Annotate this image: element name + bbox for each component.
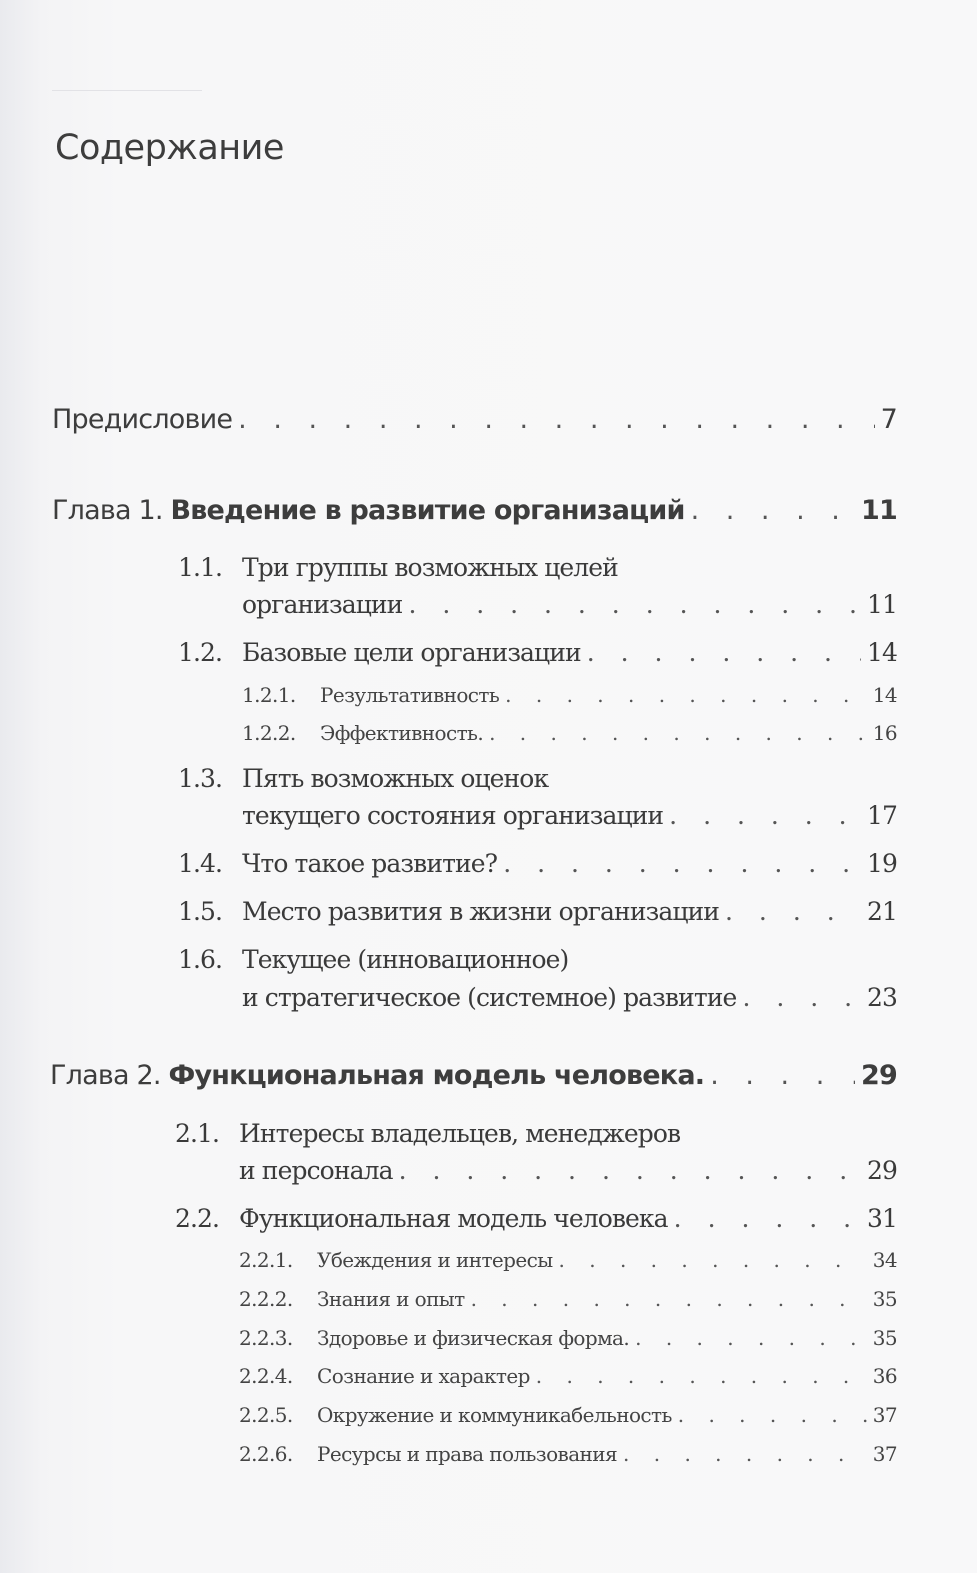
entry-title: Ресурсы и права пользования [317,1442,618,1466]
entry-title: Знания и опыт [317,1287,465,1311]
leader-dots [399,1156,861,1185]
entry-title-line1: Интересы владельцев, менеджеров [239,1119,681,1148]
page-number: 14 [872,683,897,707]
section-number: 2.2.3. [239,1326,293,1350]
entry-title: Предисловие [52,404,233,435]
toc-entry-2-2-1[interactable] [239,1248,897,1272]
section-number: 1.5. [178,897,223,926]
toc-entry-1-6[interactable] [242,983,897,1012]
page-number: 29 [866,1156,897,1185]
entry-title: Введение в развитие организаций [170,495,685,526]
chapter-label: Глава 1. [52,495,163,526]
entry-title: Сознание и характер [317,1364,530,1388]
leader-dots [408,590,861,619]
page-number: 37 [872,1403,897,1427]
leader-dots [505,683,867,707]
entry-title: Окружение и коммуникабельность [317,1403,672,1427]
leader-dots [623,1442,867,1466]
bleed-through-rule [52,90,202,91]
leader-dots [559,1248,867,1272]
leader-dots [489,721,867,745]
entry-title: Эффективность. [320,721,484,745]
page-number: 7 [880,404,897,435]
entry-title-line2: организации [242,590,403,619]
leader-dots [691,495,855,526]
toc-entry-preface[interactable] [52,404,897,435]
leader-dots [678,1403,867,1427]
entry-title-line2: и стратегическое (системное) развитие [242,983,737,1012]
page-number: 36 [872,1364,897,1388]
entry-title: Здоровье и физическая форма. [317,1326,630,1350]
page-number: 17 [866,801,897,830]
section-number: 1.1. [178,553,223,582]
toc-entry-1-4[interactable] [178,849,897,878]
section-number: 1.2.1. [242,683,296,707]
page-number: 11 [861,495,897,526]
leader-dots [471,1287,867,1311]
toc-entry-1-3[interactable] [242,801,897,830]
entry-title: Убеждения и интересы [317,1248,553,1272]
leader-dots [710,1060,855,1091]
toc-entry-1-1[interactable] [242,590,897,619]
page-number: 35 [872,1326,897,1350]
leader-dots [238,404,874,435]
page-title: Содержание [55,128,284,168]
page-number: 37 [872,1442,897,1466]
section-number: 1.2.2. [242,721,296,745]
entry-title-line1: Три группы возможных целей [242,553,618,582]
toc-entry-2-2-4[interactable] [239,1364,897,1388]
toc-entry-chapter-2[interactable] [50,1060,897,1091]
page-number: 35 [872,1287,897,1311]
entry-title-line1: Текущее (инновационное) [242,945,569,974]
entry-title-line2: и персонала [239,1156,393,1185]
section-number: 2.2.1. [239,1248,293,1272]
page-number: 31 [866,1204,897,1233]
leader-dots [669,801,861,830]
entry-title-line1: Пять возможных оценок [242,764,549,793]
leader-dots [635,1326,867,1350]
toc-entry-2-2-3[interactable] [239,1326,897,1350]
leader-dots [674,1204,861,1233]
entry-title: Что такое развитие? [242,849,498,878]
page-number: 16 [872,721,897,745]
toc-entry-chapter-1[interactable] [52,495,897,526]
chapter-label: Глава 2. [50,1060,161,1091]
page-number: 29 [861,1060,897,1091]
toc-entry-2-1[interactable] [239,1156,897,1185]
section-number: 2.2.4. [239,1364,293,1388]
toc-entry-1-2-1[interactable] [242,683,897,707]
entry-title: Функциональная модель человека. [168,1060,705,1091]
toc-entry-2-2-6[interactable] [239,1442,897,1466]
leader-dots [503,849,861,878]
toc-entry-2-2-2[interactable] [239,1287,897,1311]
section-number: 1.6. [178,945,223,974]
section-number: 2.2. [175,1204,220,1233]
leader-dots [742,983,861,1012]
section-number: 2.1. [175,1119,220,1148]
leader-dots [587,638,861,667]
page-number: 23 [866,983,897,1012]
section-number: 2.2.2. [239,1287,293,1311]
toc-entry-2-1-line1[interactable] [175,1119,680,1148]
page-number: 21 [866,897,897,926]
page-number: 19 [866,849,897,878]
section-number: 1.2. [178,638,223,667]
entry-title: Результативность [320,683,500,707]
section-number: 2.2.6. [239,1442,293,1466]
entry-title: Базовые цели организации [242,638,581,667]
page-number: 14 [866,638,897,667]
toc-entry-1-5[interactable] [178,897,897,926]
toc-entry-2-2[interactable] [175,1204,897,1233]
toc-entry-1-6-line1[interactable] [178,945,568,974]
toc-entry-1-2[interactable] [178,638,897,667]
page-number: 34 [872,1248,897,1272]
bleed-through-text [52,52,56,67]
toc-entry-1-1-line1[interactable] [178,553,618,582]
entry-title: Место развития в жизни организации [242,897,720,926]
entry-title: Функциональная модель человека [239,1204,668,1233]
entry-title-line2: текущего состояния организации [242,801,664,830]
toc-entry-1-2-2[interactable] [242,721,897,745]
leader-dots [536,1364,867,1388]
section-number: 2.2.5. [239,1403,293,1427]
section-number: 1.3. [178,764,223,793]
leader-dots [725,897,861,926]
page-number: 11 [866,590,897,619]
toc-entry-2-2-5[interactable] [239,1403,897,1427]
section-number: 1.4. [178,849,223,878]
toc-entry-1-3-line1[interactable] [178,764,548,793]
